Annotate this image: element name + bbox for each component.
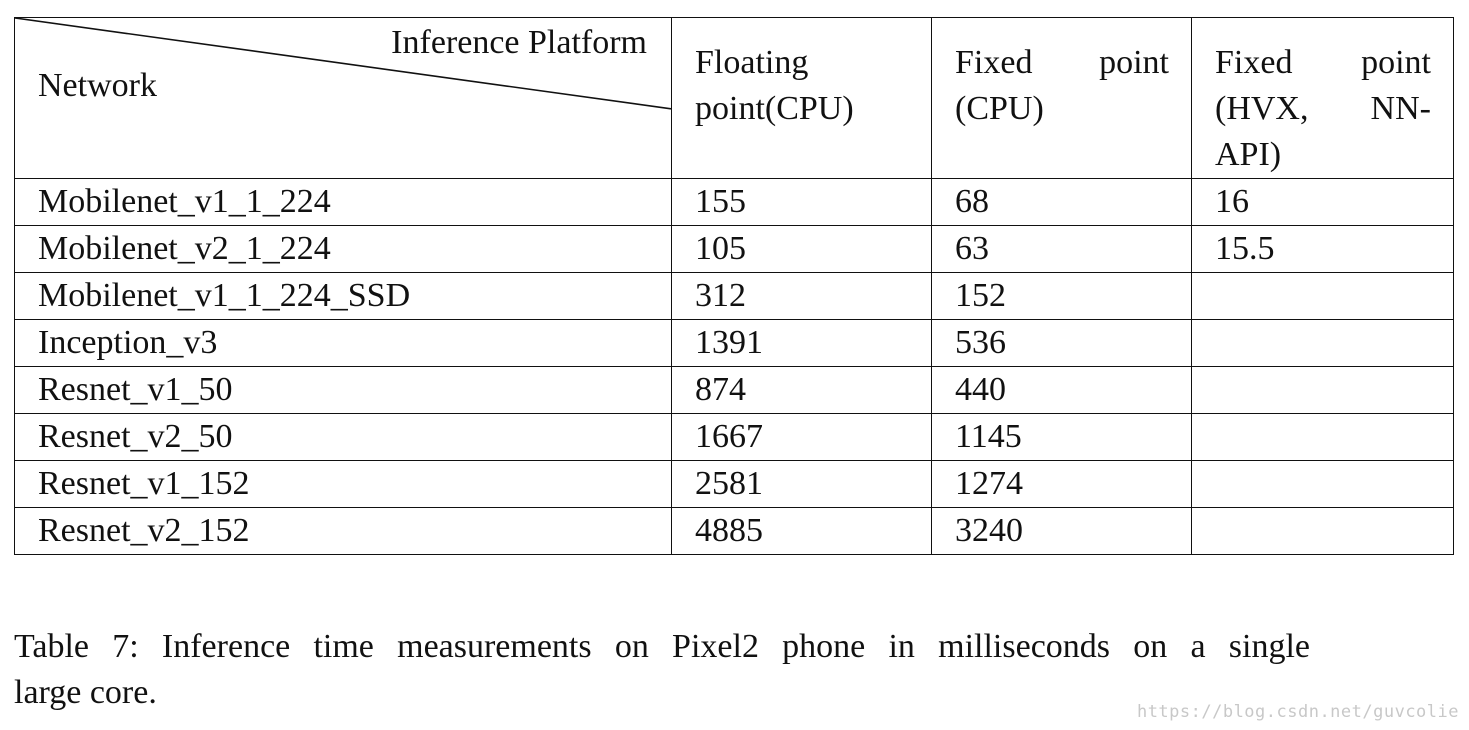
table-row [15, 413, 1454, 460]
header-fixed-point-hvx [1192, 18, 1454, 179]
cell-fixed-hvx [1192, 460, 1454, 507]
cell-fixed-hvx [1192, 272, 1454, 319]
cell-network: Resnet_v2_152 [15, 507, 672, 554]
table-row [15, 225, 1454, 272]
caption-line-2: large core. [14, 674, 157, 711]
cell-fixed-cpu: 1145 [932, 413, 1192, 460]
cell-network: Resnet_v1_50 [15, 366, 672, 413]
cell-fixed-cpu: 152 [932, 272, 1192, 319]
table-row [15, 460, 1454, 507]
table-row [15, 366, 1454, 413]
cell-network: Mobilenet_v1_1_224_SSD [15, 272, 672, 319]
cell-fixed-hvx [1192, 413, 1454, 460]
cell-floating-cpu: 155 [672, 178, 932, 225]
cell-floating-cpu: 312 [672, 272, 932, 319]
header-fixed-hvx-line3: API) [1215, 135, 1282, 173]
inference-time-table [14, 17, 1454, 555]
cell-floating-cpu: 1391 [672, 319, 932, 366]
diagonal-corner-header [15, 18, 672, 179]
cell-fixed-cpu: 1274 [932, 460, 1192, 507]
header-fixed-point-cpu [932, 18, 1192, 179]
cell-floating-cpu: 1667 [672, 413, 932, 460]
cell-fixed-hvx: 16 [1192, 178, 1454, 225]
cell-network: Resnet_v2_50 [15, 413, 672, 460]
cell-fixed-cpu: 3240 [932, 507, 1192, 554]
corner-label-inference-platform: Inference Platform [391, 24, 647, 61]
cell-floating-cpu: 105 [672, 225, 932, 272]
cell-network: Mobilenet_v1_1_224 [15, 178, 672, 225]
cell-floating-cpu: 874 [672, 366, 932, 413]
cell-network: Resnet_v1_152 [15, 460, 672, 507]
header-fixed-cpu-line2: (CPU) [955, 89, 1044, 127]
cell-fixed-cpu: 63 [932, 225, 1192, 272]
header-fixed-hvx-line1: Fixed point [1215, 44, 1431, 81]
caption-line-1: Table 7: Inference time measurements on Pixel2 phone in milliseconds on a single [14, 628, 1310, 665]
cell-fixed-cpu: 440 [932, 366, 1192, 413]
cell-fixed-hvx [1192, 366, 1454, 413]
cell-network: Inception_v3 [15, 319, 672, 366]
results-table-container [14, 17, 1453, 551]
cell-floating-cpu: 2581 [672, 460, 932, 507]
table-row [15, 507, 1454, 554]
table-row [15, 178, 1454, 225]
header-fixed-cpu-line1: Fixed point [955, 44, 1169, 81]
table-row [15, 319, 1454, 366]
cell-fixed-cpu: 536 [932, 319, 1192, 366]
cell-network: Mobilenet_v2_1_224 [15, 225, 672, 272]
corner-label-network: Network [38, 67, 157, 104]
cell-fixed-hvx [1192, 319, 1454, 366]
table-row [15, 272, 1454, 319]
header-floating-line1: Floating [695, 44, 809, 81]
header-fixed-hvx-line2: (HVX, NN- [1215, 89, 1431, 127]
watermark-url: https://blog.csdn.net/guvcolie [1136, 702, 1459, 722]
header-floating-line2: point(CPU) [695, 89, 854, 127]
header-floating-point-cpu [672, 18, 932, 179]
cell-fixed-hvx: 15.5 [1192, 225, 1454, 272]
table-header-row [15, 18, 1454, 179]
cell-fixed-cpu: 68 [932, 178, 1192, 225]
cell-fixed-hvx [1192, 507, 1454, 554]
table-caption [14, 624, 1310, 716]
cell-floating-cpu: 4885 [672, 507, 932, 554]
